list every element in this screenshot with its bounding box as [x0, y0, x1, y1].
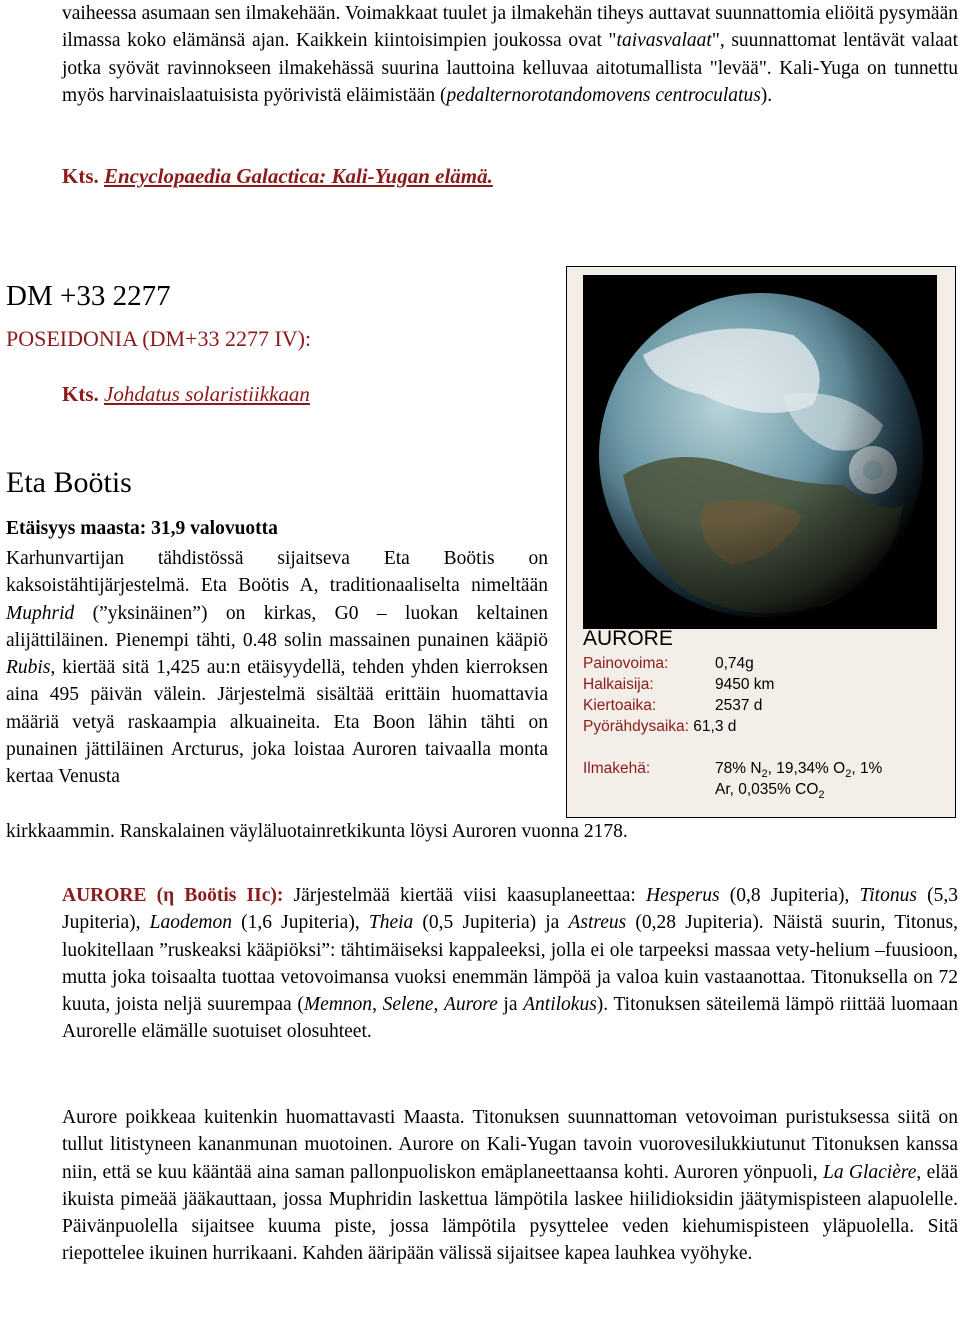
- final-paragraph: Aurore poikkeaa kuitenkin huomattavasti Maasta. Titonuksen suunnattoman vetovoiman puristuksessa siitä on tullut litistyneen kananmunan muotoinen. Aurore on Kali-Yugan tavoin vuorovesilukkiutunut Titonuksen kanssa niin, että se kuu kääntää aina saman pallonpuoliskon emäplaneettaansa kohti. Auroren yönpuoli, La Glacière, elää ikuista pimeää jääkauttaan, jossa Muphridin laskettua lämpötila laskee hiilidioksidin jäätymispisteen alapuolelle. Päivänpuolella sijaitsee kuuma piste, jossa lämpötila pysyttelee veden kiehumispisteen yläpuolella. Sitä riepottelee ikuinen hurrikaani. Kahden ääripään välissä sijaitsee kapea lauhkea vyöhyke.: [62, 1107, 959, 1265]
- star-muphrid: Muphrid: [6, 602, 75, 624]
- intro-text: vaiheessa asumaan sen ilmakehään. Voimakkaat tuulet ja ilmakehän tiheys auttavat suunnattomia eliöitä pysymään ilmassa koko elämänsä ajan. Kaikkein kiintoisimpien joukossa ovat ": [62, 3, 958, 52]
- infobox-label: Halkaisija:: [583, 676, 654, 693]
- see-also-2: [62, 382, 310, 407]
- moon-aurore: Aurore: [443, 994, 498, 1016]
- see-also-prefix-2: Kts.: [62, 382, 99, 406]
- la-glaciere: La Glacière: [822, 1161, 917, 1183]
- aurore-section: AURORE (η Boötis IIc): Järjestelmää kiertää viisi kaasuplaneettaa: Hesperus (0,8 Jupiteria), Titonus (5,3 Jupiteria), Laodemon (1,6 Jupiteria), Theia (0,5 Jupiteria) ja Astreus (0,28 Jupiteria). Näistä suurin, Titonus, luokitellaan ”ruskeaksi kääpiöksi”: tähtimäiseksi kappaleeksi, jolla ei ole tarpeeksi massaa vety-helium –fuusioon, mutta joka toisaalta tuottaa vetovoimansa vuoksi enemmän lämpöä ja valoa kuin vastaanottaa. Titonuksella on 72 kuuta, joista neljä suurempaa (Memnon, Selene, Aurore ja Antilokus). Titonuksen säteilemä lämpö riittää luomaan Aurorelle elämälle suotuiset olosuhteet.: [62, 885, 959, 1043]
- star-rubis: Rubis: [6, 657, 51, 679]
- moon-antilokus: Antilokus: [523, 994, 597, 1016]
- star-description: [6, 545, 548, 791]
- infobox-row-atmosphere: [583, 760, 883, 781]
- infobox-atmosphere-line2: Ar, 0,035% $CO_2$: [715, 781, 825, 802]
- star-text-3: , kiertää sitä 1,425 au:n etäisyydellä, tehden yhden kierroksen aina 495 päivän välein. Järjestelmä sisältää erittäin huomattavia määriä vetyä raskaampia alkuaineita. Eta Boon lähin tähti on punainen jättiläinen Arcturus, joka loistaa Auroren taivaalla monta kertaa Venusta: [6, 657, 548, 788]
- distance-label: Etäisyys maasta: 31,9 valovuotta: [6, 518, 278, 539]
- aurore-heading: AURORE (η Boötis IIc):: [62, 885, 284, 906]
- infobox-row-diameter: [583, 676, 775, 694]
- system-subheading: POSEIDONIA (DM+33 2277 IV):: [6, 326, 312, 351]
- infobox-value: 2537 d: [715, 697, 763, 714]
- see-also-prefix: Kts.: [62, 164, 99, 188]
- infobox-title: AURORE: [583, 627, 673, 650]
- planet-globe-icon: [583, 275, 937, 629]
- intro-paragraph: [62, 0, 958, 109]
- infobox-label: Kiertoaika:: [583, 697, 657, 714]
- infobox-label: Pyörähdysaika:: [583, 718, 689, 735]
- planet-infobox: [566, 266, 956, 818]
- star-heading: Eta Boötis: [6, 466, 132, 499]
- planet-astreus: Astreus: [568, 912, 627, 934]
- moon-selene: Selene: [382, 994, 434, 1016]
- planet-laodemon: Laodemon: [149, 912, 233, 934]
- planet-hesperus: Hesperus: [645, 885, 720, 906]
- infobox-label: Painovoima:: [583, 655, 669, 672]
- infobox-atmosphere-line1: 78% $N_2$, 19,34% $O_2$, 1%: [715, 760, 883, 781]
- planet-theia: Theia: [368, 912, 414, 934]
- infobox-label: Ilmakehä:: [583, 760, 651, 777]
- intro-text-3: ).: [760, 84, 773, 106]
- see-also-1: [62, 164, 493, 189]
- encyclopaedia-link[interactable]: Encyclopaedia Galactica: Kali-Yugan elämä.: [104, 164, 493, 188]
- infobox-row-rotation: [583, 718, 736, 736]
- infobox-value: 61,3 d: [693, 718, 737, 735]
- planet-image: [583, 275, 937, 629]
- planet-titonus: Titonus: [859, 885, 917, 906]
- star-text-2: (”yksinäinen”) on kirkas, G0 – luokan keltainen alijättiläinen. Pienempi tähti, 0.48 solin massainen punainen kääpiö: [6, 602, 548, 651]
- moon-memnon: Memnon: [303, 994, 373, 1016]
- intro-taivasvalaat: taivasvalaat: [616, 30, 712, 52]
- star-description-last: kirkkaammin. Ranskalainen väyläluotainretkikunta löysi Auroren vuonna 2178.: [6, 821, 628, 842]
- intro-latin-name: pedalternorotandomovens centroculatus: [446, 84, 761, 106]
- infobox-value: 0,74g: [715, 655, 754, 672]
- infobox-value: 9450 km: [715, 676, 775, 693]
- intro-text-2: ", suunnattomat lentävät valaat jotka syövät ravinnokseen ilmakehässä suurina lauttoina kelluvaa aitotumallista "levää". Kali-Yuga on tunnettu myös harvinaislaatuisista pyörivistä eläimistään (: [62, 30, 958, 106]
- star-text-1: Karhunvartijan tähdistössä sijaitseva Eta Boötis on kaksoistähtijärjestelmä. Eta Boötis A, traditionaaliselta nimeltään: [6, 548, 548, 597]
- infobox-row-orbit: [583, 697, 763, 715]
- infobox-row-gravity: [583, 655, 754, 673]
- system-heading: DM +33 2277: [6, 280, 171, 312]
- solaristiikka-link[interactable]: Johdatus solaristiikkaan: [104, 382, 310, 406]
